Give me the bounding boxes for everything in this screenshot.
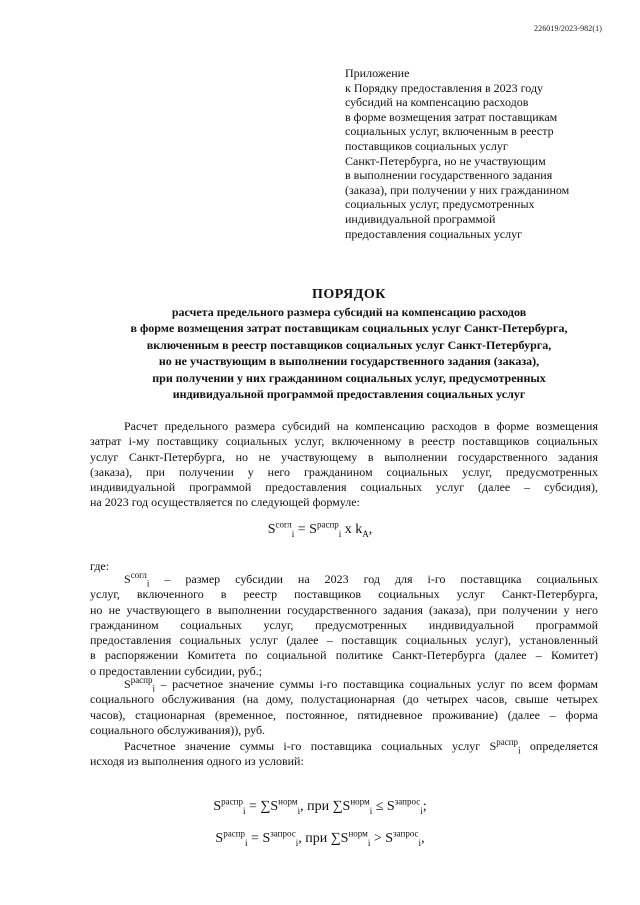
paragraph-line: социального обслуживания (на дому, полустационарная (до четырех часов, свыше четырех — [90, 692, 598, 707]
paragraph-line: о предоставлении субсидии, руб.; — [90, 663, 263, 678]
paragraph-line: Расчетное значение суммы i-го поставщика социальных услуг $S^{распр}_i$ определяется — [124, 737, 599, 756]
formula-condition-2: $S^{распр}_i = S^{запрос}_i$, при $\sum S^{норм}_i > S^{запрос}_i$, — [215, 828, 425, 848]
subtitle-line: в форме возмещения затрат поставщикам социальных услуг Санкт-Петербурга, — [130, 321, 568, 336]
paragraph-line: затрат i-му поставщику социальных услуг, включенному в реестр поставщиков социальных — [90, 434, 598, 449]
subtitle-line: но не участвующим в выполнении государственного задания (заказа), — [158, 354, 540, 369]
appendix-line: к Порядку предоставления в 2023 году — [345, 80, 544, 95]
paragraph-line: гражданином социальных услуг, предусмотренных индивидуальной программой — [90, 617, 598, 632]
paragraph-line: социального обслуживания)), руб. — [90, 722, 266, 737]
paragraph-line: исходя из выполнения одного из условий: — [90, 754, 304, 769]
appendix-line: Санкт-Петербурга, но не участвующим — [345, 153, 546, 168]
appendix-line: (заказа), при получении у них гражданином — [345, 182, 570, 197]
paragraph-line: $S^{распр}_i$ – расчетное значение суммы i-го поставщика социальных услуг по всем формам — [124, 675, 599, 694]
paragraph-line: Расчет предельного размера субсидий на компенсацию расходов в форме возмещения — [124, 419, 598, 433]
subtitle-line: индивидуальной программой предоставления социальных услуг — [172, 387, 526, 402]
paragraph-definition-calc — [90, 677, 598, 738]
appendix-line: Приложение — [345, 66, 410, 80]
subtitle-line: включенным в реестр поставщиков социальных услуг Санкт-Петербурга, — [146, 337, 552, 352]
paragraph-line: предоставления социальных услуг (далее – поставщик социальных услуг), установленный — [90, 633, 598, 648]
document-title: ПОРЯДОК — [312, 287, 386, 302]
paragraph-intro — [90, 419, 598, 511]
paragraph-line: $S^{согл}_i$ – размер субсидии на 2023 год для i-го поставщика социальных — [124, 570, 598, 589]
appendix-line: индивидуальной программой — [345, 211, 496, 226]
appendix-line: социальных услуг, включенным в реестр — [345, 124, 554, 139]
paragraph-line: часов), стационарная (временное, постоянное, пятидневное проживание) (далее – форма — [90, 707, 598, 722]
document-subtitle — [90, 304, 608, 402]
appendix-line: социальных услуг, предусмотренных — [345, 197, 535, 212]
paragraph-line: в распоряжении Комитета по социальной политике Санкт-Петербурга (далее – Комитет) — [90, 648, 598, 663]
appendix-line: предоставления социальных услуг — [345, 226, 523, 241]
appendix-line: в выполнении государственного задания — [345, 168, 553, 183]
document-number: 226019/2023-982(1) — [534, 24, 603, 33]
appendix-line: субсидий на компенсацию расходов — [345, 95, 529, 110]
paragraph-line: (заказа), при получении у него гражданином социальных услуг, предусмотренных — [90, 464, 598, 479]
paragraph-line: услуг, включенного в реестр поставщиков социальных услуг Санкт-Петербурга, — [90, 587, 598, 602]
appendix-header — [345, 66, 615, 241]
paragraph-conditions — [90, 739, 598, 770]
paragraph-line: но не участвующего в выполнении государственного задания (заказа), при получении у него — [90, 602, 598, 617]
appendix-line: поставщиков социальных услуг — [345, 138, 508, 153]
subtitle-line: расчета предельного размера субсидий на компенсацию расходов — [171, 305, 527, 319]
subtitle-line: при получении у них гражданином социальных услуг, предусмотренных — [152, 370, 546, 385]
paragraph-definition-subsidy — [90, 572, 598, 679]
appendix-line: в форме возмещения затрат поставщикам — [345, 109, 558, 124]
paragraph-line: на 2023 год осуществляется по следующей формуле: — [90, 495, 360, 510]
formula-condition-1: $S^{распр}_i = \sum S^{норм}_i$, при $\sum S^{норм}_i \le S^{запрос}_i$; — [213, 796, 427, 816]
paragraph-line: услуг Санкт-Петербурга, но не участвующему в выполнении государственного задания — [90, 449, 598, 464]
paragraph-line: индивидуальной программой предоставления социальных услуг (далее – субсидия), — [90, 480, 598, 495]
formula-subsidy: $S^{согл}_i = S^{распр}_i$ х $k_А$, — [267, 519, 373, 539]
where-label: где: — [90, 559, 110, 573]
